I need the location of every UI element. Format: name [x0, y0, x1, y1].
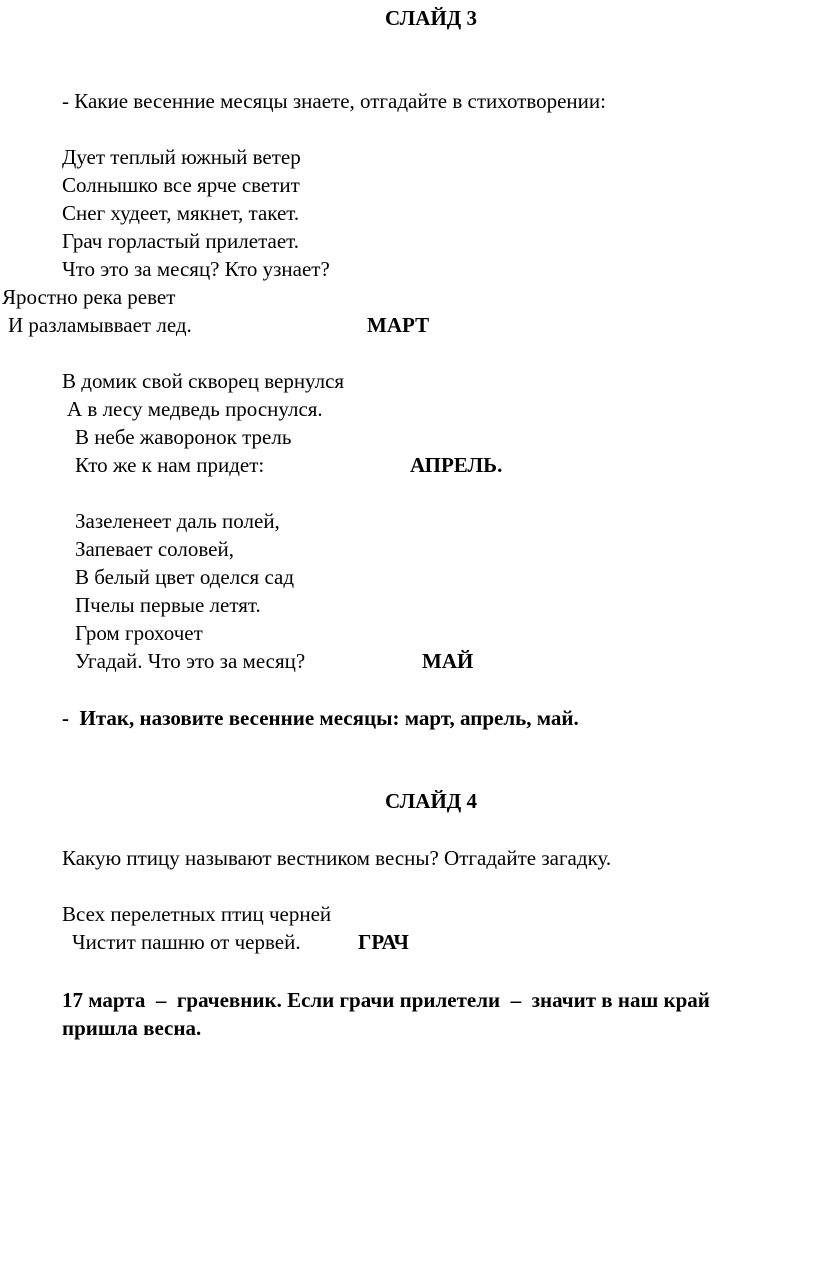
poem3-line: В белый цвет оделся сад	[75, 565, 295, 589]
poem1-line: И разламыввает лед.	[8, 313, 192, 337]
answer-april: АПРЕЛЬ.	[410, 453, 503, 477]
riddle-line: Чистит пашню от червей.	[72, 930, 301, 954]
slide3-summary: - Итак, назовите весенние месяцы: март, апрель, май.	[62, 706, 579, 730]
fact-line: пришла весна.	[62, 1016, 202, 1040]
riddle-line: Всех перелетных птиц черней	[62, 902, 332, 926]
poem1-line: Дует теплый южный ветер	[62, 145, 301, 169]
poem1-line: Яростно река ревет	[2, 285, 176, 309]
poem1-line: Снег худеет, мякнет, такет.	[62, 201, 300, 225]
answer-may: МАЙ	[422, 649, 474, 673]
slide3-heading: СЛАЙД 3	[385, 6, 477, 30]
poem2-line: А в лесу медведь проснулся.	[67, 397, 323, 421]
slide3-question: - Какие весенние месяцы знаете, отгадайте в стихотворении:	[62, 89, 606, 113]
slide4-question: Какую птицу называют вестником весны? Отгадайте загадку.	[62, 846, 612, 870]
poem1-line: Что это за месяц? Кто узнает?	[62, 257, 330, 281]
answer-march: МАРТ	[367, 313, 430, 337]
poem1-line: Солнышко все ярче светит	[62, 173, 300, 197]
fact-line: 17 марта – грачевник. Если грачи прилетели – значит в наш край	[62, 988, 710, 1012]
poem3-line: Запевает соловей,	[75, 537, 234, 561]
poem3-line: Гром грохочет	[75, 621, 203, 645]
poem2-line: Кто же к нам придет:	[75, 453, 265, 477]
poem1-line: Грач горластый прилетает.	[62, 229, 300, 253]
poem3-line: Угадай. Что это за месяц?	[75, 649, 306, 673]
poem2-line: В домик свой скворец вернулся	[62, 369, 345, 393]
poem3-line: Пчелы первые летят.	[75, 593, 261, 617]
poem3-line: Зазеленеет даль полей,	[75, 509, 280, 533]
answer-rook: ГРАЧ	[358, 930, 409, 954]
poem2-line: В небе жаворонок трель	[75, 425, 292, 449]
slide4-heading: СЛАЙД 4	[385, 789, 477, 813]
